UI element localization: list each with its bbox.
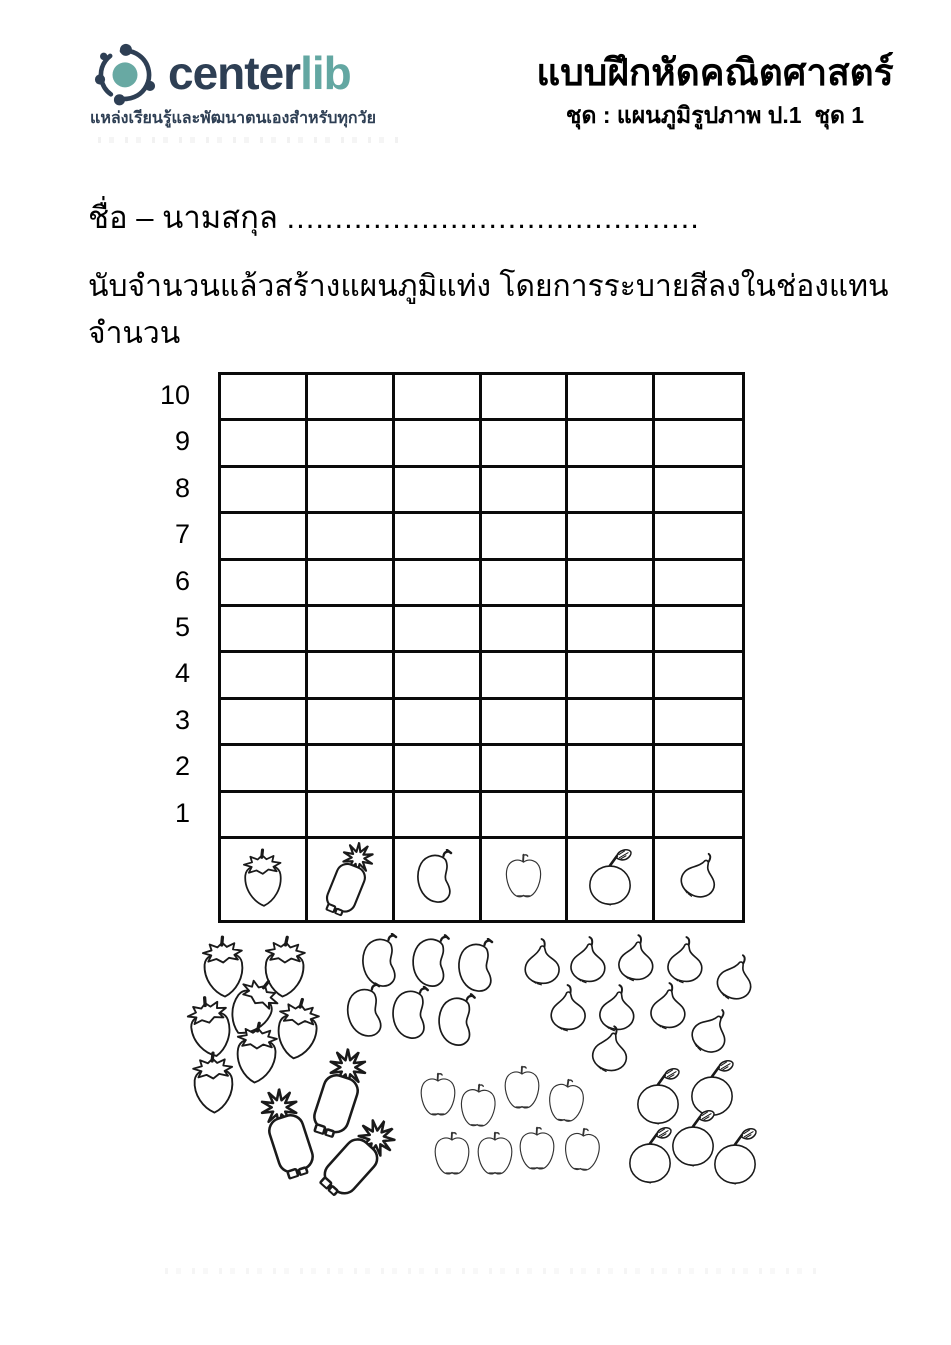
category-cell-pear — [655, 839, 742, 920]
grid-cell[interactable] — [655, 793, 742, 839]
scatter-mango — [430, 990, 486, 1055]
grid-cell[interactable] — [655, 653, 742, 699]
scatter-pear — [644, 981, 692, 1039]
centerlib-logo — [88, 36, 376, 131]
worksheet-subtitle: ชุด : แผนภูมิรูปภาพ ป.1 ชุด 1 — [565, 101, 865, 128]
scatter-pear — [676, 998, 743, 1071]
logo-tagline: แหล่งเรียนรู้และพัฒนาตนเองสำหรับทุกวัย — [90, 110, 376, 127]
grid-cell[interactable] — [308, 793, 395, 839]
pineapple-icon — [308, 839, 393, 920]
scatter-orange — [709, 1127, 761, 1189]
scatter-pear — [705, 947, 766, 1015]
scatter-strawberry — [194, 934, 252, 1003]
grid-cell[interactable] — [221, 514, 308, 560]
grid-cell[interactable] — [655, 607, 742, 653]
orange-icon — [584, 848, 636, 910]
grid-cell[interactable] — [221, 375, 308, 421]
y-axis-label: 5 — [174, 611, 190, 642]
grid-cell[interactable] — [308, 468, 395, 514]
scatter-pineapple — [289, 1039, 388, 1148]
grid-cell[interactable] — [482, 375, 569, 421]
scatter-pear — [611, 932, 661, 992]
grid-cell[interactable] — [221, 653, 308, 699]
name-label: ชื่อ – นามสกุล — [88, 200, 278, 235]
grid-cell[interactable] — [221, 468, 308, 514]
grid-cell[interactable] — [395, 421, 482, 467]
apple-icon — [500, 851, 547, 907]
grid-cell[interactable] — [568, 421, 655, 467]
grid-cell[interactable] — [482, 607, 569, 653]
scatter-orange — [632, 1067, 684, 1129]
scatter-pear — [592, 982, 642, 1042]
grid-cell[interactable] — [395, 607, 482, 653]
name-dotted-line: ........................................... — [286, 200, 700, 235]
title-block — [505, 52, 925, 134]
scatter-mango — [385, 983, 439, 1046]
y-axis-label: 9 — [174, 426, 190, 457]
scatter-pear — [516, 935, 568, 996]
grid-cell[interactable] — [655, 700, 742, 746]
grid-cell[interactable] — [395, 746, 482, 792]
category-cell-mango — [395, 839, 482, 920]
grid-cell[interactable] — [308, 607, 395, 653]
grid-cell[interactable] — [482, 793, 569, 839]
scatter-pear — [661, 935, 709, 993]
y-axis-label: 4 — [174, 658, 190, 689]
grid-cell[interactable] — [308, 746, 395, 792]
grid-cell[interactable] — [482, 561, 569, 607]
grid-cell[interactable] — [655, 375, 742, 421]
grid-cell[interactable] — [395, 514, 482, 560]
grid-cell[interactable] — [308, 561, 395, 607]
scatter-pear — [583, 1022, 637, 1085]
grid-cell[interactable] — [655, 561, 742, 607]
grid-cell[interactable] — [655, 421, 742, 467]
y-axis-label: 10 — [159, 380, 190, 410]
grid-cell[interactable] — [308, 375, 395, 421]
category-cell-apple — [482, 839, 569, 920]
scatter-apple — [472, 1129, 518, 1184]
grid-cell[interactable] — [308, 421, 395, 467]
chart-y-labels — [138, 372, 196, 836]
grid-cell[interactable] — [568, 746, 655, 792]
scatter-apple — [454, 1079, 503, 1136]
grid-cell[interactable] — [395, 561, 482, 607]
scatter-pineapple — [300, 1099, 416, 1216]
grid-cell[interactable] — [568, 514, 655, 560]
grid-cell[interactable] — [308, 514, 395, 560]
scatter-strawberry — [184, 1050, 241, 1118]
grid-cell[interactable] — [221, 700, 308, 746]
centerlib-logo-icon — [88, 36, 162, 110]
scatter-strawberry — [254, 933, 313, 1003]
instruction-text: นับจำนวนแล้วสร้างแผนภูมิแท่ง โดยการระบายสีลงในช่องแทนจำนวน — [88, 270, 889, 350]
chart-grid — [218, 372, 745, 923]
scatter-mango — [453, 938, 503, 998]
mango-icon — [412, 849, 462, 909]
grid-cell[interactable] — [655, 746, 742, 792]
scatter-orange — [686, 1059, 738, 1121]
scatter-apple — [557, 1123, 608, 1182]
y-axis-label: 8 — [174, 472, 190, 503]
grid-cell[interactable] — [395, 700, 482, 746]
scatter-pineapple — [237, 1079, 336, 1188]
grid-cell[interactable] — [221, 793, 308, 839]
scatter-strawberry — [226, 1019, 285, 1089]
brand-wordmark — [168, 36, 351, 110]
grid-cell[interactable] — [395, 653, 482, 699]
y-axis-label: 1 — [174, 797, 190, 828]
scatter-apple — [514, 1124, 560, 1179]
grid-cell[interactable] — [221, 607, 308, 653]
category-cell-pineapple — [308, 839, 395, 920]
grid-cell[interactable] — [655, 514, 742, 560]
grid-cell[interactable] — [655, 468, 742, 514]
scatter-mango — [340, 981, 394, 1044]
grid-cell[interactable] — [221, 746, 308, 792]
scatter-orange — [667, 1109, 719, 1171]
scatter-orange — [624, 1126, 676, 1188]
y-axis-label: 6 — [174, 565, 190, 596]
scatter-strawberry — [212, 966, 293, 1051]
grid-cell[interactable] — [308, 653, 395, 699]
grid-cell[interactable] — [221, 421, 308, 467]
grid-cell[interactable] — [568, 375, 655, 421]
name-field-line — [88, 192, 700, 242]
scatter-strawberry — [176, 990, 244, 1066]
y-axis-label: 3 — [174, 704, 190, 735]
faded-text-remnant-top — [98, 137, 400, 143]
grid-cell[interactable] — [221, 561, 308, 607]
worksheet-title: แบบฝึกหัดคณิตศาสตร์ — [536, 52, 894, 93]
scatter-pear — [564, 935, 612, 993]
pear-icon — [667, 844, 731, 914]
category-cell-orange — [568, 839, 655, 920]
scatter-apple — [499, 1063, 545, 1118]
scatter-apple — [540, 1073, 591, 1133]
grid-cell[interactable] — [482, 421, 569, 467]
y-axis-label: 2 — [174, 751, 190, 782]
grid-cell[interactable] — [308, 700, 395, 746]
grid-cell[interactable] — [568, 468, 655, 514]
scatter-pear — [542, 981, 594, 1042]
grid-cell[interactable] — [482, 746, 569, 792]
brand-text-center: center — [168, 47, 301, 99]
grid-cell[interactable] — [568, 700, 655, 746]
grid-cell[interactable] — [568, 561, 655, 607]
grid-cell[interactable] — [568, 653, 655, 699]
scatter-mango — [357, 933, 407, 993]
category-cell-strawberry — [221, 839, 308, 920]
faded-text-remnant-bottom — [165, 1268, 820, 1274]
grid-cell[interactable] — [568, 607, 655, 653]
y-axis-label: 7 — [174, 519, 190, 550]
scatter-apple — [415, 1070, 461, 1125]
strawberry-icon — [236, 848, 290, 912]
scatter-mango — [404, 931, 460, 996]
brand-text-lib: lib — [300, 47, 351, 99]
scatter-apple — [429, 1129, 475, 1184]
grid-cell[interactable] — [395, 793, 482, 839]
grid-cell[interactable] — [482, 700, 569, 746]
grid-cell[interactable] — [482, 653, 569, 699]
grid-cell[interactable] — [395, 375, 482, 421]
scatter-strawberry — [265, 993, 329, 1066]
grid-cell[interactable] — [395, 468, 482, 514]
grid-cell[interactable] — [482, 468, 569, 514]
grid-cell[interactable] — [568, 793, 655, 839]
grid-cell[interactable] — [482, 514, 569, 560]
